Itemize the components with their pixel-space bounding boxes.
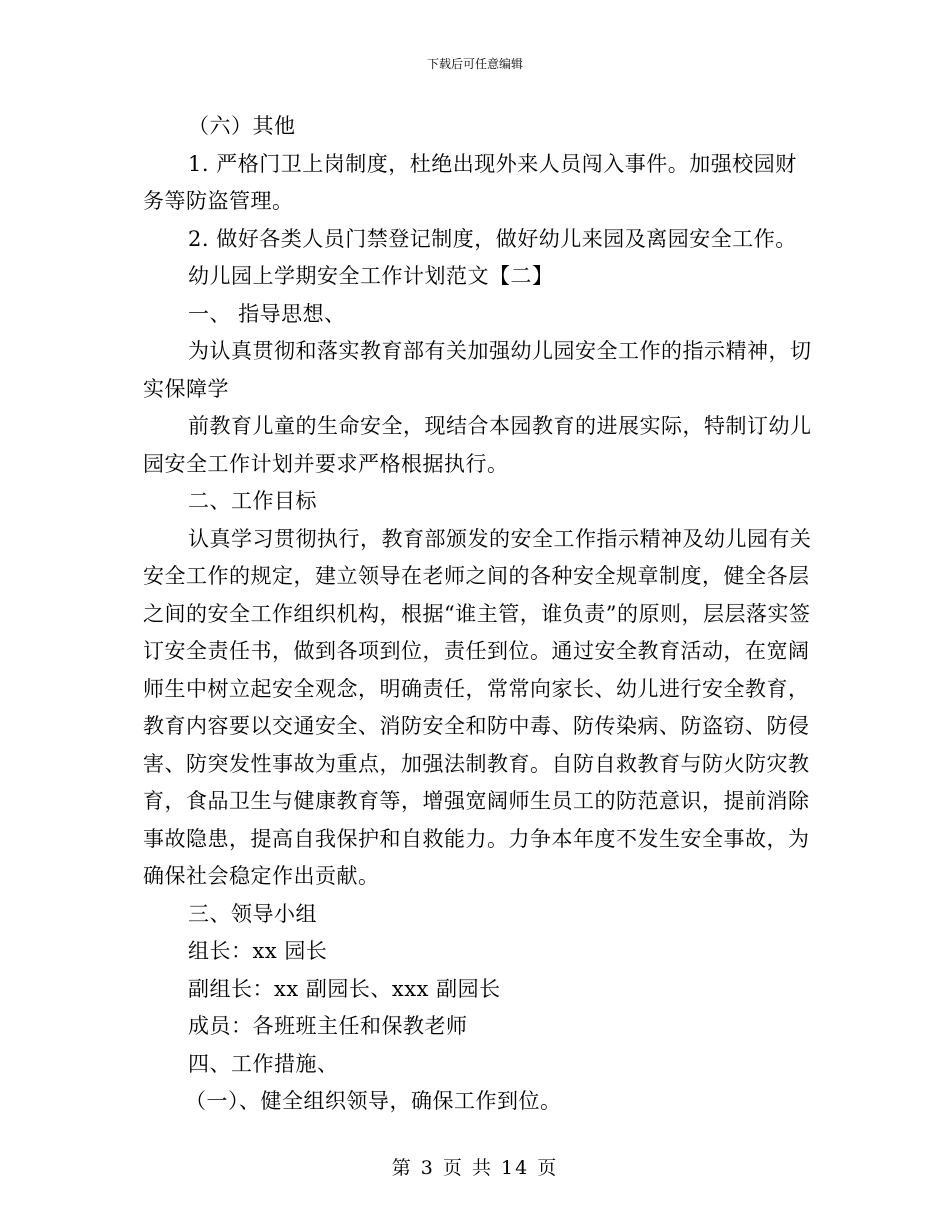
paragraph-item-1: 1. 严格门卫上岗制度，杜绝出现外来人员闯入事件。加强校园财务等防盗管理。 (143, 151, 797, 213)
paragraph-guiding-thought-1: 为认真贯彻和落实教育部有关加强幼儿园安全工作的指示精神，切实保障学 (143, 339, 812, 401)
deputy-leader-line: 副组长：xx 副园长、xxx 副园长 (188, 976, 501, 1001)
subsection-heading-organization: （一）、健全组织领导，确保工作到位。 (185, 1089, 562, 1113)
paragraph-guiding-thought-2: 前教育儿童的生命安全，现结合本园教育的进展实际，特制订幼儿园安全工作计划并要求严格根据执行。 (143, 414, 812, 476)
members-line: 成员：各班班主任和保教老师 (188, 1014, 468, 1038)
article-title: 幼儿园上学期安全工作计划范文【二】 (188, 264, 554, 288)
section-heading-leadership-group: 三、领导小组 (188, 901, 317, 926)
download-note: 下载后可任意编辑 (426, 57, 523, 71)
document-body (143, 108, 813, 1121)
paragraph-work-goals: 认真学习贯彻执行，教育部颁发的安全工作指示精神及幼儿园有关安全工作的规定，建立领导在老师之间的各种安全规章制度，健全各层之间的安全工作组织机构，根据“谁主管，谁负责”的原则，层层落实签订安全责任书，做到各项到位，责任到位。通过安全教育活动，在宽阔师生中树立起安全观念，明确责任，常常向家长、幼儿进行安全教育，教育内容要以交通安全、消防安全和防中毒、防传染病、防盗窃、防侵害、防突发性事故为重点，加强法制教育。自防自救教育与防火防灾教育，食品卫生与健康教育等，增强宽阔师生员工的防范意识，提前消除事故隐患，提高自我保护和自救能力。力争本年度不发生安全事故，为确保社会稳定作出贡献。 (143, 526, 812, 888)
section-heading-guiding-thought: 一、 指导思想、 (188, 301, 346, 326)
paragraph-item-2: 2. 做好各类人员门禁登记制度，做好幼儿来园及离园安全工作。 (188, 226, 797, 251)
page-number: 第 3 页 共 14 页 (391, 1157, 559, 1179)
section-heading-other: （六）其他 (188, 114, 296, 138)
section-heading-work-measures: 四、工作措施、 (188, 1051, 339, 1076)
section-heading-work-goals: 二、工作目标 (188, 489, 317, 513)
leader-line: 组长：xx 园长 (188, 939, 328, 963)
